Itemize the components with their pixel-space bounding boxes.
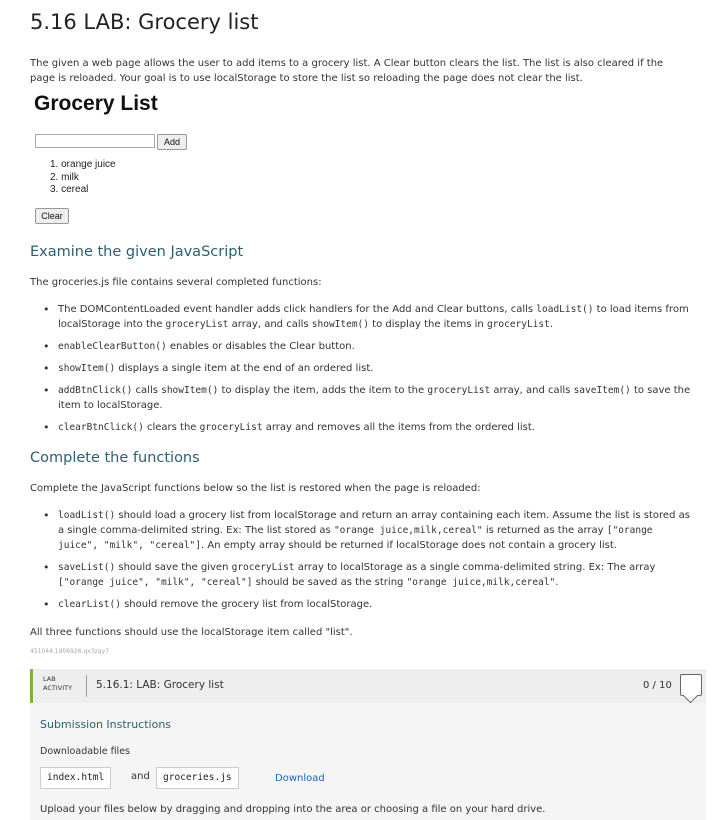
list-item: • clearList() should remove the grocery list from localStorage. [30,597,694,612]
demo-clear-button[interactable]: Clear [35,208,69,224]
divider [86,675,87,697]
lab-header [30,669,706,703]
file-groceries-js: groceries.js [156,767,239,789]
list-item: 1. orange juice [50,159,116,170]
complete-list [30,508,694,612]
demo-heading: Grocery List [34,92,158,115]
intro-paragraph: The given a web page allows the user to add items to a grocery list. A Clear button clears the list. The list is also cleared if the page is reloaded. Your goal is to use localStorage to store the list so reloading the page does not clear the list. [30,58,664,84]
upload-instructions: Upload your files below by dragging and dropping into the area or choosing a file on your hard drive. [40,804,546,815]
page-title: 5.16 LAB: Grocery list [30,10,259,34]
submission-instructions-title: Submission Instructions [40,718,172,731]
list-item: • saveList() should save the given groceryList array to localStorage as a single comma-delimited string. Ex: The array ["orange juice", "milk", "cereal"] should be saved as the string "orange juice,milk,cereal". [30,560,694,590]
downloadable-files-label: Downloadable files [40,746,130,757]
list-item: • The DOMContentLoaded event handler adds click handlers for the Add and Clear buttons, calls loadList() to load items from localStorage into the groceryList array, and calls showItem() to display the items in groceryList. [30,302,694,332]
list-item: • enableClearButton() enables or disables the Clear button. [30,339,694,354]
list-item: • showItem() displays a single item at the end of an ordered list. [30,361,694,376]
demo-grocery-list [50,159,116,197]
list-item: • clearBtnClick() clears the groceryList array and removes all the items from the ordered list. [30,420,694,435]
demo-item-input[interactable] [35,134,155,148]
lab-activity-panel [30,669,706,820]
download-link[interactable]: Download [275,773,325,784]
list-item: 3. cereal [50,184,89,195]
list-item: • addBtnClick() calls showItem() to display the item, adds the item to the groceryList array, and calls saveItem() to save the item to localStorage. [30,383,694,413]
list-item: 2. milk [50,171,79,183]
examine-lead: The groceries.js file contains several completed functions: [30,277,322,288]
lab-title: 5.16.1: LAB: Grocery list [96,679,224,691]
content-id: 451044.1906926.qx3zqy7 [30,648,109,655]
file-index-html: index.html [40,767,111,789]
examine-heading: Examine the given JavaScript [30,244,244,260]
lab-score: 0 / 10 [643,680,672,691]
and-text: and [131,771,150,782]
complete-heading: Complete the functions [30,450,200,466]
closing-note: All three functions should use the localStorage item called "list". [30,627,353,638]
demo-add-button[interactable]: Add [157,134,187,150]
examine-list [30,302,694,435]
lab-tag: LAB ACTIVITY [43,675,73,692]
complete-lead: Complete the JavaScript functions below so the list is restored when the page is reloaded: [30,483,481,494]
list-item: • loadList() should load a grocery list from localStorage and return an array containing each item. Assume the list is stored as a single comma-delimited string. Ex: The list stored as "orange juice,milk,cereal" is returned as the array ["orange juice", "milk", "cereal"]. An empty array should be returned if localStorage does not contain a grocery list. [30,508,694,553]
completion-badge-icon [680,674,702,696]
